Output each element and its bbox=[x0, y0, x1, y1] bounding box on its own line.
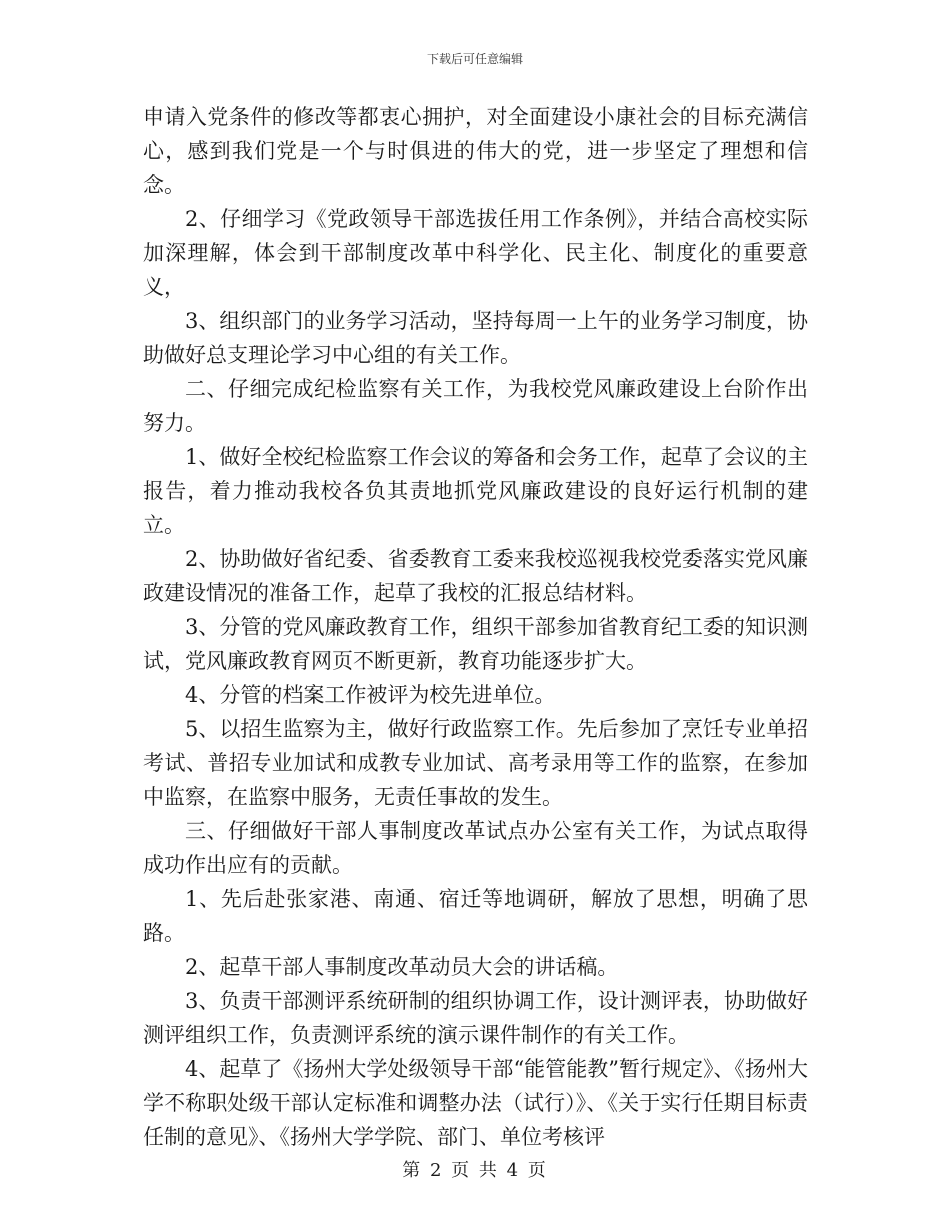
paragraph: 5、以招生监察为主，做好行政监察工作。先后参加了烹饪专业单招考试、普招专业加试和成教专业加试、高考录用等工作的监察，在参加中监察，在监察中服务，无责任事故的发生。 bbox=[143, 717, 808, 809]
paragraph: 4、分管的档案工作被评为校先进单位。 bbox=[185, 683, 556, 707]
section-heading: 二、仔细完成纪检监察有关工作，为我校党风廉政建设上台阶作出努力。 bbox=[143, 377, 808, 435]
paragraph: 1、做好全校纪检监察工作会议的筹备和会务工作，起草了会议的主报告，着力推动我校各负其责地抓党风廉政建设的良好运行机制的建立。 bbox=[143, 445, 808, 537]
paragraph: 2、起草干部人事制度改革动员大会的讲话稿。 bbox=[185, 955, 619, 979]
paragraph: 2、仔细学习《党政领导干部选拔任用工作条例》，并结合高校实际加深理解，体会到干部制度改革中科学化、民主化、制度化的重要意义， bbox=[143, 207, 808, 299]
paragraph: 4、起草了《扬州大学处级领导干部“能管能教”暂行规定》、《扬州大学不称职处级干部认定标准和调整办法（试行）》、《关于实行任期目标责任制的意见》、《扬州大学学院、部门、单位考核评 bbox=[143, 1057, 808, 1149]
paragraph: 1、先后赴张家港、南通、宿迁等地调研，解放了思想，明确了思路。 bbox=[143, 887, 808, 945]
paragraph: 3、负责干部测评系统研制的组织协调工作，设计测评表，协助做好测评组织工作，负责测评系统的演示课件制作的有关工作。 bbox=[143, 989, 808, 1047]
paragraph: 3、组织部门的业务学习活动，坚持每周一上午的业务学习制度，协助做好总支理论学习中心组的有关工作。 bbox=[143, 309, 808, 367]
paragraph-continuation: 申请入党条件的修改等都衷心拥护，对全面建设小康社会的目标充满信心，感到我们党是一个与时俱进的伟大的党，进一步坚定了理想和信念。 bbox=[143, 105, 808, 197]
page-number: 第 2 页 共 4 页 bbox=[402, 1160, 548, 1181]
section-heading: 三、仔细做好干部人事制度改革试点办公室有关工作，为试点取得成功作出应有的贡献。 bbox=[143, 819, 808, 877]
paragraph: 2、协助做好省纪委、省委教育工委来我校巡视我校党委落实党风廉政建设情况的准备工作，起草了我校的汇报总结材料。 bbox=[143, 547, 808, 605]
paragraph: 3、分管的党风廉政教育工作，组织干部参加省教育纪工委的知识测试，党风廉政教育网页不断更新，教育功能逐步扩大。 bbox=[143, 615, 808, 673]
document-body bbox=[143, 100, 808, 1154]
page-header-note: 下载后可任意编辑 bbox=[426, 52, 523, 66]
